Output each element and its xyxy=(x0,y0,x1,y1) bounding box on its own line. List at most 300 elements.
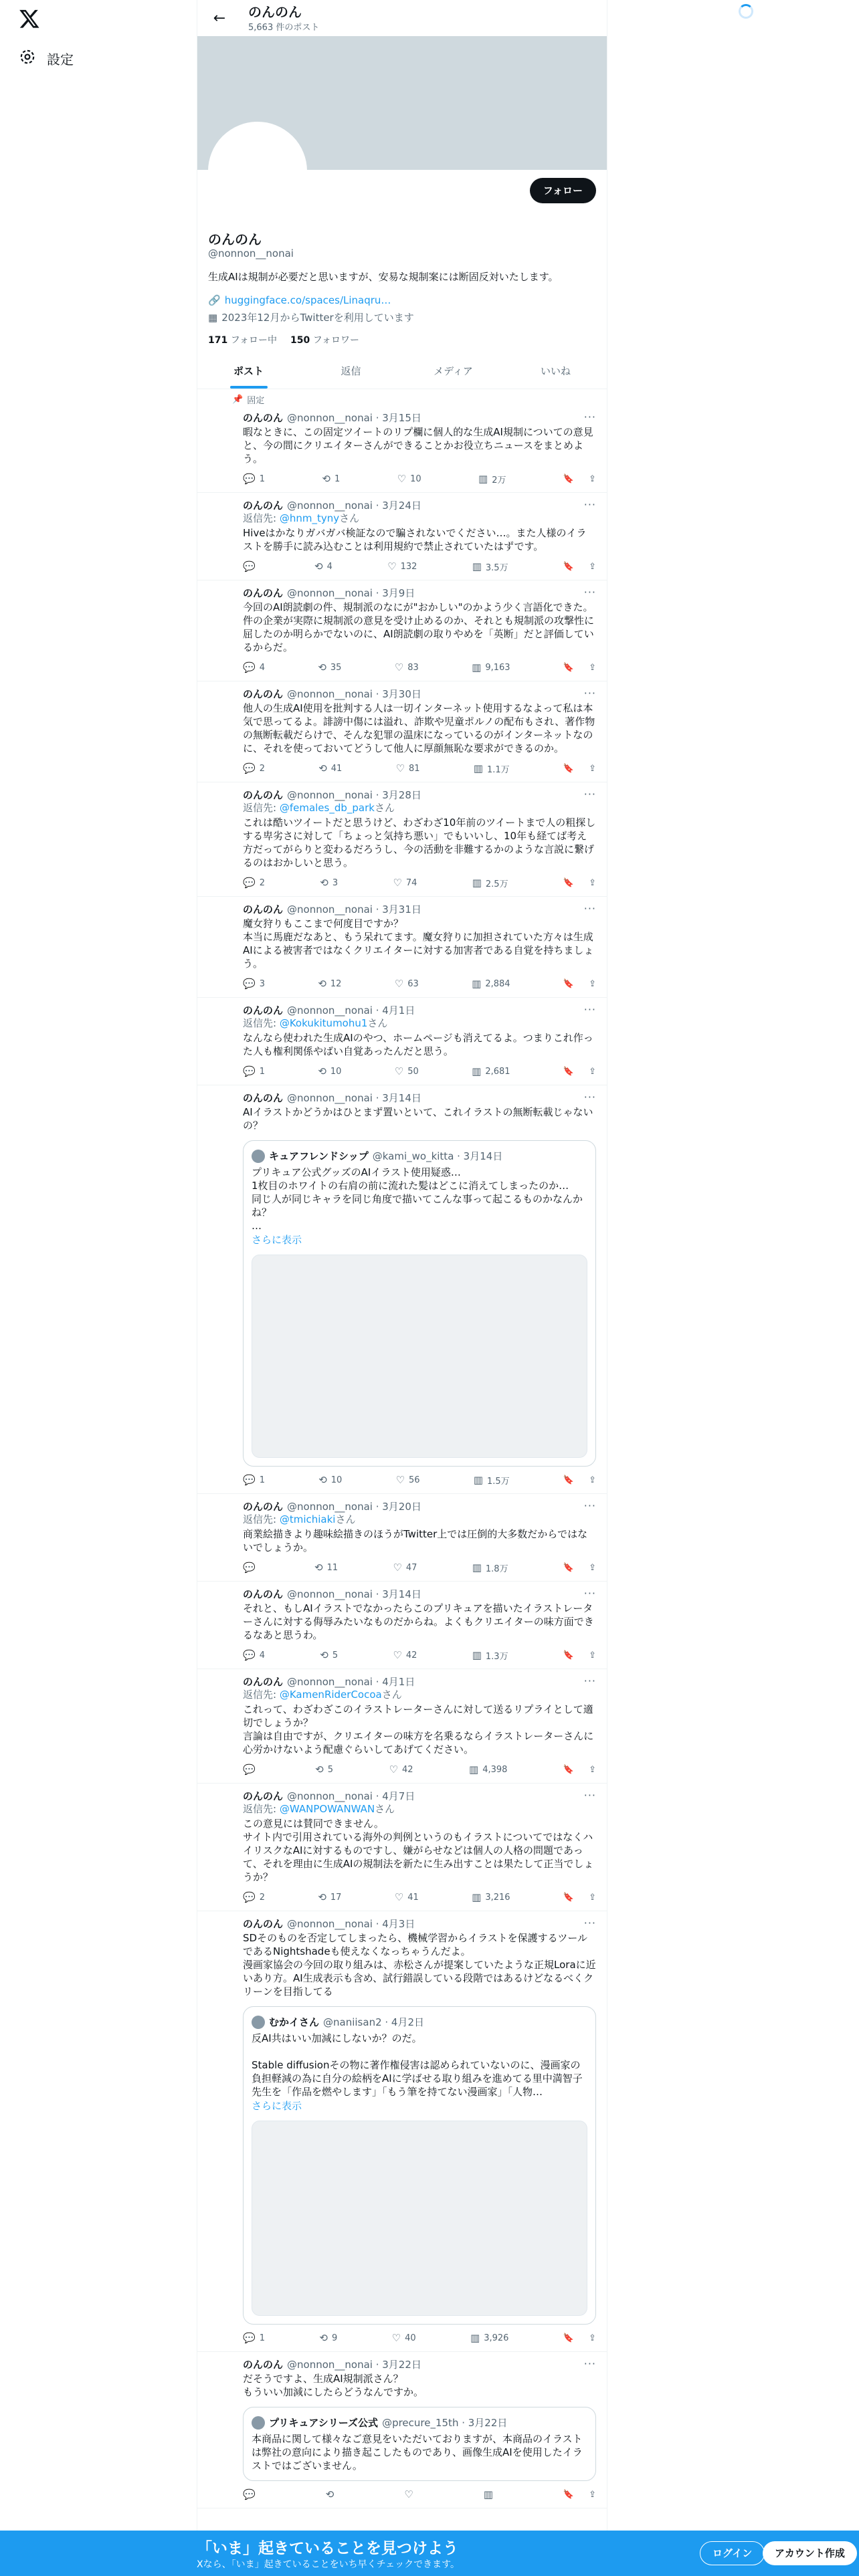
tweet-text: 商業絵描きより趣味絵描きのほうがTwitter上では圧倒的大多数だからではないでしょうか。 xyxy=(243,1528,588,1553)
reply-button[interactable] xyxy=(243,1891,265,1903)
quoted-media-image[interactable] xyxy=(252,2121,587,2316)
tweet[interactable] xyxy=(197,998,607,1085)
like-button[interactable] xyxy=(404,2488,417,2500)
tweet-handle-date: @nonnon__nonai · 4月1日 xyxy=(287,1675,415,1688)
reply-button[interactable] xyxy=(243,2332,265,2344)
share-icon[interactable]: ⇪ xyxy=(589,1562,596,1573)
tweet-feed xyxy=(197,389,607,2508)
reply-button[interactable] xyxy=(243,877,265,889)
tweet-header xyxy=(243,1003,596,1016)
tweet-extra-actions xyxy=(563,1067,596,1077)
reply-icon: 💬 xyxy=(243,1065,256,1077)
reply-icon: 💬 xyxy=(243,2332,256,2344)
bookmark-icon[interactable]: 🔖 xyxy=(563,561,575,572)
share-icon[interactable]: ⇪ xyxy=(589,763,596,774)
tweet-actions xyxy=(243,1065,596,1078)
share-icon[interactable]: ⇪ xyxy=(589,1475,596,1485)
tweet-text: AIイラストかどうかはひとまず置いといて、これイラストの無断転載じゃないの？ xyxy=(243,1106,593,1132)
bookmark-icon[interactable]: 🔖 xyxy=(563,763,575,774)
retweet-count: 5 xyxy=(332,1650,339,1660)
quoted-text: プリキュア公式グッズのAIイラスト使用疑惑… 1枚目のホワイトの右肩の前に流れた髪はどこに消えてしまったのか… 同じ人が同じキャラを同じ角度で描いてこんな事って起こるものかなんかね？ … xyxy=(252,1166,583,1232)
tweet-author-name[interactable]: のんのん xyxy=(243,1917,284,1930)
reply-to-handle[interactable]: @Kokukitumohu1 xyxy=(279,1017,368,1029)
tweet-body xyxy=(243,411,596,486)
loading-spinner-icon xyxy=(739,4,753,19)
retweet-icon: ⟲ xyxy=(318,762,327,774)
tweet-avatar[interactable] xyxy=(208,1919,235,1946)
tweet-body xyxy=(243,498,596,573)
reply-button[interactable] xyxy=(243,560,260,572)
quoted-tweet[interactable] xyxy=(243,2407,596,2481)
retweet-count: 4 xyxy=(326,561,332,572)
pin-icon: 📌 xyxy=(232,394,244,405)
tweet-extra-actions xyxy=(563,1563,596,1573)
tweet-actions xyxy=(243,1648,596,1662)
bookmark-icon[interactable]: 🔖 xyxy=(563,1066,575,1077)
tweet-author-name[interactable]: のんのん xyxy=(243,586,284,599)
tweet-handle-date: @nonnon__nonai · 3月14日 xyxy=(287,1091,421,1104)
reply-to-line: 返信先: @hnm_tynyさん xyxy=(243,512,360,524)
views-button[interactable] xyxy=(472,661,510,673)
retweet-button[interactable] xyxy=(318,978,341,990)
like-button[interactable] xyxy=(395,1891,419,1903)
more-options-icon[interactable]: ··· xyxy=(583,2357,596,2370)
signup-button[interactable]: アカウント作成 xyxy=(763,2541,857,2565)
tweet-extra-actions xyxy=(563,474,596,484)
like-count: 74 xyxy=(405,877,417,888)
more-options-icon[interactable]: ··· xyxy=(583,1917,596,1929)
tweet-avatar[interactable] xyxy=(208,413,235,440)
followers-stat[interactable]: 150 フォロワー xyxy=(290,335,359,346)
tweet[interactable] xyxy=(197,2352,607,2508)
follow-button[interactable]: フォロー xyxy=(530,178,596,203)
retweet-button[interactable] xyxy=(318,661,341,673)
more-options-icon[interactable]: ··· xyxy=(583,1003,596,1016)
reply-to-line: 返信先: @KamenRiderCocoaさん xyxy=(243,1689,402,1701)
tweet-avatar[interactable] xyxy=(208,1590,235,1616)
views-count: 1.5万 xyxy=(486,1476,510,1487)
tweet-header xyxy=(243,687,596,700)
like-count: 56 xyxy=(409,1475,420,1485)
bookmark-icon[interactable]: 🔖 xyxy=(563,473,575,484)
tweet-handle-date: @nonnon__nonai · 3月22日 xyxy=(287,2358,421,2371)
share-icon[interactable]: ⇪ xyxy=(589,473,596,484)
tweet[interactable] xyxy=(197,405,607,493)
views-button[interactable] xyxy=(472,978,510,990)
reply-to-handle[interactable]: @tmichiaki xyxy=(279,1513,336,1525)
views-button[interactable] xyxy=(472,1065,510,1077)
tweet-author-name[interactable]: のんのん xyxy=(243,687,284,700)
reply-count: 1 xyxy=(259,473,265,484)
tweet-header xyxy=(243,1587,596,1600)
like-button[interactable] xyxy=(393,1649,417,1661)
show-more-link[interactable]: さらに表示 xyxy=(252,2100,302,2112)
tweet[interactable] xyxy=(197,1494,607,1582)
retweet-count: 10 xyxy=(330,1475,343,1485)
share-icon[interactable]: ⇪ xyxy=(589,561,596,572)
retweet-count: 5 xyxy=(327,1764,334,1775)
quoted-tweet[interactable] xyxy=(243,2006,596,2325)
views-count: 4,398 xyxy=(482,1764,508,1775)
reply-to-line: 返信先: @tmichiakiさん xyxy=(243,1513,356,1525)
quoted-handle-date: @kami_wo_kitta · 3月14日 xyxy=(372,1150,503,1162)
views-icon: ▥ xyxy=(472,1649,482,1661)
more-options-icon[interactable]: ··· xyxy=(583,1091,596,1103)
reply-count: 4 xyxy=(259,662,265,673)
like-button[interactable] xyxy=(395,1065,419,1077)
tweet[interactable] xyxy=(197,1085,607,1494)
like-button[interactable] xyxy=(389,1763,413,1776)
retweet-button[interactable] xyxy=(318,1474,342,1486)
tweet-avatar[interactable] xyxy=(208,1006,235,1033)
reply-to-line: 返信先: @females_db_parkさん xyxy=(243,802,395,814)
retweet-count: 11 xyxy=(326,1562,339,1573)
bookmark-icon[interactable]: 🔖 xyxy=(563,978,575,989)
reply-to-handle[interactable]: @KamenRiderCocoa xyxy=(279,1689,382,1701)
tweet[interactable] xyxy=(197,1669,607,1784)
retweet-icon: ⟲ xyxy=(320,1649,328,1661)
tweet[interactable] xyxy=(197,782,607,897)
reply-to-handle[interactable]: @WANPOWANWAN xyxy=(279,1803,375,1815)
bookmark-icon[interactable]: 🔖 xyxy=(563,1562,575,1573)
tweet[interactable] xyxy=(197,1911,607,2352)
bookmark-icon[interactable]: 🔖 xyxy=(563,1892,575,1903)
profile-link-row xyxy=(208,294,391,306)
quoted-tweet[interactable] xyxy=(243,1140,596,1467)
retweet-icon: ⟲ xyxy=(315,1763,324,1776)
left-navigation xyxy=(0,0,194,2576)
like-icon: ♡ xyxy=(394,1891,404,1903)
like-count: 41 xyxy=(407,1892,419,1903)
tweet-avatar[interactable] xyxy=(208,2360,235,2387)
like-icon: ♡ xyxy=(394,978,404,990)
views-button[interactable] xyxy=(469,1763,507,1776)
retweet-icon: ⟲ xyxy=(325,2488,335,2500)
tweet[interactable] xyxy=(197,1582,607,1669)
like-icon: ♡ xyxy=(389,1763,398,1776)
reply-button[interactable] xyxy=(243,1474,265,1486)
tweet[interactable] xyxy=(197,580,607,681)
like-button[interactable] xyxy=(395,661,419,673)
tweet-header xyxy=(243,1917,596,1930)
share-icon[interactable]: ⇪ xyxy=(589,978,596,989)
reply-button[interactable] xyxy=(243,661,265,673)
views-count: 1.1万 xyxy=(486,764,510,775)
profile-link[interactable]: huggingface.co/spaces/Linaqru… xyxy=(224,294,391,306)
share-icon[interactable]: ⇪ xyxy=(589,2333,596,2343)
tweet-extra-actions xyxy=(563,979,596,989)
like-count: 50 xyxy=(407,1066,419,1077)
views-button[interactable] xyxy=(484,2488,497,2500)
retweet-button[interactable] xyxy=(322,473,340,485)
share-icon[interactable]: ⇪ xyxy=(589,2489,596,2500)
reply-count: 2 xyxy=(259,1892,265,1903)
like-count: 81 xyxy=(409,763,420,774)
reply-icon: 💬 xyxy=(243,661,256,673)
reply-button[interactable] xyxy=(243,1763,260,1776)
tweet-text: SDそのものを否定してしまったら、機械学習からイラストを保護するツールであるNightshadeも使えなくなっちゃうんだよ。 漫画家協会の今回の取り組みは、赤松さんが提案していたような正規Loraに近いあり方。AI生成表示も含め、試行錯誤している段階ではあるけどなるべくクリーンを目指してる xyxy=(243,1932,596,1998)
tweet[interactable] xyxy=(197,897,607,998)
tweet-avatar[interactable] xyxy=(208,790,235,817)
tweet-handle-date: @nonnon__nonai · 3月14日 xyxy=(287,1588,421,1600)
tweet[interactable] xyxy=(197,681,607,782)
bookmark-icon[interactable]: 🔖 xyxy=(563,877,575,888)
profile-name: のんのん xyxy=(208,231,262,247)
views-button[interactable] xyxy=(472,1649,508,1662)
like-button[interactable] xyxy=(392,2332,416,2344)
tweet-body xyxy=(243,1091,596,1487)
tweet-author-name[interactable]: のんのん xyxy=(243,903,284,916)
retweet-button[interactable] xyxy=(326,2488,339,2500)
tweet-avatar[interactable] xyxy=(208,905,235,932)
tab-3[interactable]: いいね xyxy=(540,365,571,377)
tweet-author-name[interactable]: のんのん xyxy=(243,1091,284,1104)
tweet-body xyxy=(243,687,596,775)
more-options-icon[interactable]: ··· xyxy=(583,687,596,700)
tweet-header xyxy=(243,498,596,512)
more-options-icon[interactable]: ··· xyxy=(583,1587,596,1600)
quoted-media-image[interactable] xyxy=(252,1255,587,1458)
tweet-avatar[interactable] xyxy=(208,1502,235,1529)
reply-icon: 💬 xyxy=(243,473,256,485)
tweet-text: 今回のAI朗読劇の件、規制派のなにが"おかしい"のかよう少く言語化できた。 件の企業が実際に規制派の意見を受け止めるのか、それとも規制派の攻撃性に屈したのか明らかでないのに、AI朗読劇の取りやめを「英断」だと評価しているからだ。 xyxy=(243,601,595,653)
tweet-avatar[interactable] xyxy=(208,1792,235,1818)
calendar-icon: ▦ xyxy=(208,311,218,324)
profile-tabs xyxy=(197,353,607,389)
reply-button[interactable] xyxy=(243,762,265,774)
retweet-count: 12 xyxy=(330,978,342,989)
more-options-icon[interactable]: ··· xyxy=(583,498,596,511)
share-icon[interactable]: ⇪ xyxy=(589,877,596,888)
retweet-button[interactable] xyxy=(314,560,332,572)
views-icon: ▥ xyxy=(470,2332,480,2344)
tweet-avatar[interactable] xyxy=(208,689,235,716)
share-icon[interactable]: ⇪ xyxy=(589,1892,596,1903)
tweet-avatar[interactable] xyxy=(208,1677,235,1704)
quoted-author-name: むかイさん xyxy=(269,2016,320,2028)
tweet-author-name[interactable]: のんのん xyxy=(243,411,284,424)
signup-banner-subtitle: Xなら、「いま」起きていることをいち早くチェックできます。 xyxy=(197,2559,460,2570)
retweet-icon: ⟲ xyxy=(318,661,326,673)
x-logo-icon[interactable] xyxy=(19,8,40,29)
reply-icon: 💬 xyxy=(243,1649,256,1661)
retweet-icon: ⟲ xyxy=(314,560,323,572)
like-icon: ♡ xyxy=(395,1474,405,1486)
tweet-actions xyxy=(243,661,596,674)
views-button[interactable] xyxy=(472,877,508,889)
tweet-text: 魔女狩りもここまで何度目ですか？ 本当に馬鹿だなあと、もう呆れてます。魔女狩りに加担されていた方々は生成AIによる被害者ではなくクリエイターに対する加害者である自覚を持ちましょう。 xyxy=(243,918,594,970)
views-button[interactable] xyxy=(472,1562,508,1574)
tweet-body xyxy=(243,1587,596,1662)
like-button[interactable] xyxy=(396,762,420,774)
like-button[interactable] xyxy=(393,877,417,889)
like-icon: ♡ xyxy=(395,762,405,774)
retweet-count: 10 xyxy=(330,1066,342,1077)
quoted-handle-date: @naniisan2 · 4月2日 xyxy=(323,2016,425,2028)
retweet-icon: ⟲ xyxy=(318,978,326,990)
views-count: 9,163 xyxy=(485,662,510,673)
tweet-text: 暇なときに、この固定ツイートのリプ欄に個人的な生成AI規制についての意見と、今の間にクリエイターさんができることかお役立ちニュースをまとめよう。 xyxy=(243,426,593,465)
views-button[interactable] xyxy=(472,1891,510,1903)
show-more-link[interactable]: さらに表示 xyxy=(252,1234,302,1246)
more-options-icon[interactable]: ··· xyxy=(583,788,596,800)
retweet-button[interactable] xyxy=(318,1065,341,1077)
like-icon: ♡ xyxy=(393,1649,402,1661)
reply-to-handle[interactable]: @hnm_tyny xyxy=(279,512,340,524)
share-icon[interactable]: ⇪ xyxy=(589,662,596,673)
retweet-button[interactable] xyxy=(318,1891,341,1903)
tweet[interactable] xyxy=(197,493,607,580)
tweet-author-name[interactable]: のんのん xyxy=(243,788,284,801)
bookmark-icon[interactable]: 🔖 xyxy=(563,662,575,673)
like-icon: ♡ xyxy=(391,2332,401,2344)
retweet-button[interactable] xyxy=(314,1562,338,1574)
reply-count: 1 xyxy=(259,2333,265,2343)
more-options-icon[interactable]: ··· xyxy=(583,902,596,915)
tweet-author-name[interactable]: のんのん xyxy=(243,1004,284,1016)
more-options-icon[interactable]: ··· xyxy=(583,586,596,599)
retweet-button[interactable] xyxy=(318,762,342,774)
quoted-tweet-header xyxy=(252,2416,587,2430)
retweet-count: 3 xyxy=(332,877,339,888)
following-stat[interactable]: 171 フォロー中 xyxy=(208,335,277,346)
tweet-body xyxy=(243,586,596,674)
bookmark-icon[interactable]: 🔖 xyxy=(563,1764,575,1775)
tweet-text: 他人の生成AI使用を批判する人は一切インターネット使用するなよって私は本気で思ってるよ。誹謗中傷には溢れ、詐欺や児童ポルノの配布もされ、著作物の無断転載だらけで、そんな犯罪の温床になっているのがインターネットなのに、それを使っておいてどうして他人に厚顔無恥な要求ができるのか。 xyxy=(243,702,595,754)
reply-button[interactable] xyxy=(243,1562,260,1574)
reply-button[interactable] xyxy=(243,2488,260,2500)
settings-nav-item[interactable] xyxy=(19,48,74,69)
retweet-button[interactable] xyxy=(320,877,338,889)
views-icon: ▥ xyxy=(472,978,482,990)
tweet-header xyxy=(243,2357,596,2371)
like-icon: ♡ xyxy=(393,1562,402,1574)
views-count: 3.5万 xyxy=(485,562,508,573)
like-button[interactable] xyxy=(387,560,417,572)
views-count: 2,884 xyxy=(485,978,510,989)
like-button[interactable] xyxy=(396,1474,420,1486)
retweet-count: 1 xyxy=(334,473,341,484)
bookmark-icon[interactable]: 🔖 xyxy=(563,2333,575,2343)
tweet-header xyxy=(243,1789,596,1802)
reply-button[interactable] xyxy=(243,473,265,485)
tweet-actions xyxy=(243,876,596,889)
header-titles xyxy=(248,4,319,33)
tweet-author-name[interactable]: のんのん xyxy=(243,1588,284,1600)
views-count: 2.5万 xyxy=(485,879,508,889)
login-button[interactable]: ログイン xyxy=(700,2541,765,2565)
retweet-icon: ⟲ xyxy=(318,1474,327,1486)
more-options-icon[interactable]: ··· xyxy=(583,1499,596,1512)
profile-avatar[interactable] xyxy=(208,122,307,221)
reply-count: 2 xyxy=(259,877,265,888)
tweet-avatar[interactable] xyxy=(208,1093,235,1120)
tweet[interactable] xyxy=(197,1784,607,1911)
tweet-text: Hiveはかなりガバガバ検証なので騙されないでください…。また人様のイラストを勝手に読み込むことは利用規約で禁止されていたはずです。 xyxy=(243,527,587,552)
profile-header-bar xyxy=(197,0,607,36)
retweet-button[interactable] xyxy=(319,2332,337,2344)
reply-count: 3 xyxy=(259,978,265,989)
more-options-icon[interactable]: ··· xyxy=(583,1675,596,1687)
bookmark-icon[interactable]: 🔖 xyxy=(563,1475,575,1485)
like-button[interactable] xyxy=(395,978,419,990)
tweet-handle-date: @nonnon__nonai · 3月28日 xyxy=(287,788,421,801)
bookmark-icon[interactable]: 🔖 xyxy=(563,1650,575,1660)
reply-button[interactable] xyxy=(243,1065,265,1077)
views-button[interactable] xyxy=(472,560,508,573)
tweet-handle-date: @nonnon__nonai · 4月1日 xyxy=(287,1004,415,1016)
views-icon: ▥ xyxy=(472,661,482,673)
quoted-handle-date: @precure_15th · 3月22日 xyxy=(382,2417,508,2429)
tweet-actions xyxy=(243,1561,596,1574)
tweet-handle-date: @nonnon__nonai · 3月9日 xyxy=(287,586,415,599)
bookmark-icon[interactable]: 🔖 xyxy=(563,2489,575,2500)
views-button[interactable] xyxy=(474,762,510,775)
signup-banner-title: 「いま」起きていることを見つけよう xyxy=(197,2540,458,2557)
more-options-icon[interactable]: ··· xyxy=(583,1789,596,1802)
tweet-text: なんなら使われた生成AIのやつ、ホームページも消えてるよ。つまりこれ作った人も権利関係やばい自覚あったんだと思う。 xyxy=(243,1032,593,1057)
like-button[interactable] xyxy=(397,473,421,485)
share-icon[interactable]: ⇪ xyxy=(589,1764,596,1775)
back-arrow-icon: ← xyxy=(213,9,226,27)
like-icon: ♡ xyxy=(397,473,407,485)
link-icon: 🔗 xyxy=(208,294,221,306)
more-options-icon[interactable]: ··· xyxy=(583,411,596,423)
tweet-actions xyxy=(243,560,596,573)
like-icon: ♡ xyxy=(394,1065,404,1077)
views-button[interactable] xyxy=(474,1474,510,1487)
tweet-author-name[interactable]: のんのん xyxy=(243,499,284,512)
views-button[interactable] xyxy=(470,2332,508,2344)
header-name: のんのん xyxy=(248,3,302,20)
retweet-button[interactable] xyxy=(315,1763,333,1776)
tweet-author-name[interactable]: のんのん xyxy=(243,1500,284,1513)
like-button[interactable] xyxy=(393,1562,417,1574)
tweet-text: だそうですよ、生成AI規制派さん？ もういい加減にしたらどうなんですか。 xyxy=(243,2373,424,2398)
tweet-avatar[interactable] xyxy=(208,501,235,528)
share-icon[interactable]: ⇪ xyxy=(589,1650,596,1660)
back-arrow-button[interactable] xyxy=(208,7,231,29)
tab-0[interactable]: ポスト xyxy=(197,353,300,389)
tweet-author-name[interactable]: のんのん xyxy=(243,2358,284,2371)
tweet-author-name[interactable]: のんのん xyxy=(243,1675,284,1688)
quoted-tweet-header xyxy=(252,1149,587,1163)
like-count: 40 xyxy=(405,2333,416,2343)
views-button[interactable] xyxy=(478,473,506,486)
tab-1[interactable]: 返信 xyxy=(341,365,361,377)
reply-button[interactable] xyxy=(243,978,265,990)
reply-icon: 💬 xyxy=(243,978,256,990)
like-count: 132 xyxy=(400,561,417,572)
reply-to-handle[interactable]: @females_db_park xyxy=(279,802,375,814)
tweet-header xyxy=(243,411,596,424)
tweet-actions xyxy=(243,977,596,990)
tweet-body xyxy=(243,2357,596,2501)
tweet-author-name[interactable]: のんのん xyxy=(243,1790,284,1802)
tweet-body xyxy=(243,902,596,990)
share-icon[interactable]: ⇪ xyxy=(589,1066,596,1077)
tweet-avatar[interactable] xyxy=(208,588,235,615)
tab-2[interactable]: メディア xyxy=(434,365,473,377)
views-count: 1.8万 xyxy=(485,1564,508,1574)
reply-to-line: 返信先: @WANPOWANWANさん xyxy=(243,1803,395,1815)
retweet-icon: ⟲ xyxy=(318,1065,326,1077)
retweet-button[interactable] xyxy=(320,1649,338,1661)
tweet-header xyxy=(243,788,596,801)
quoted-avatar xyxy=(252,2416,265,2430)
reply-button[interactable] xyxy=(243,1649,265,1661)
views-count: 3,216 xyxy=(485,1892,510,1903)
